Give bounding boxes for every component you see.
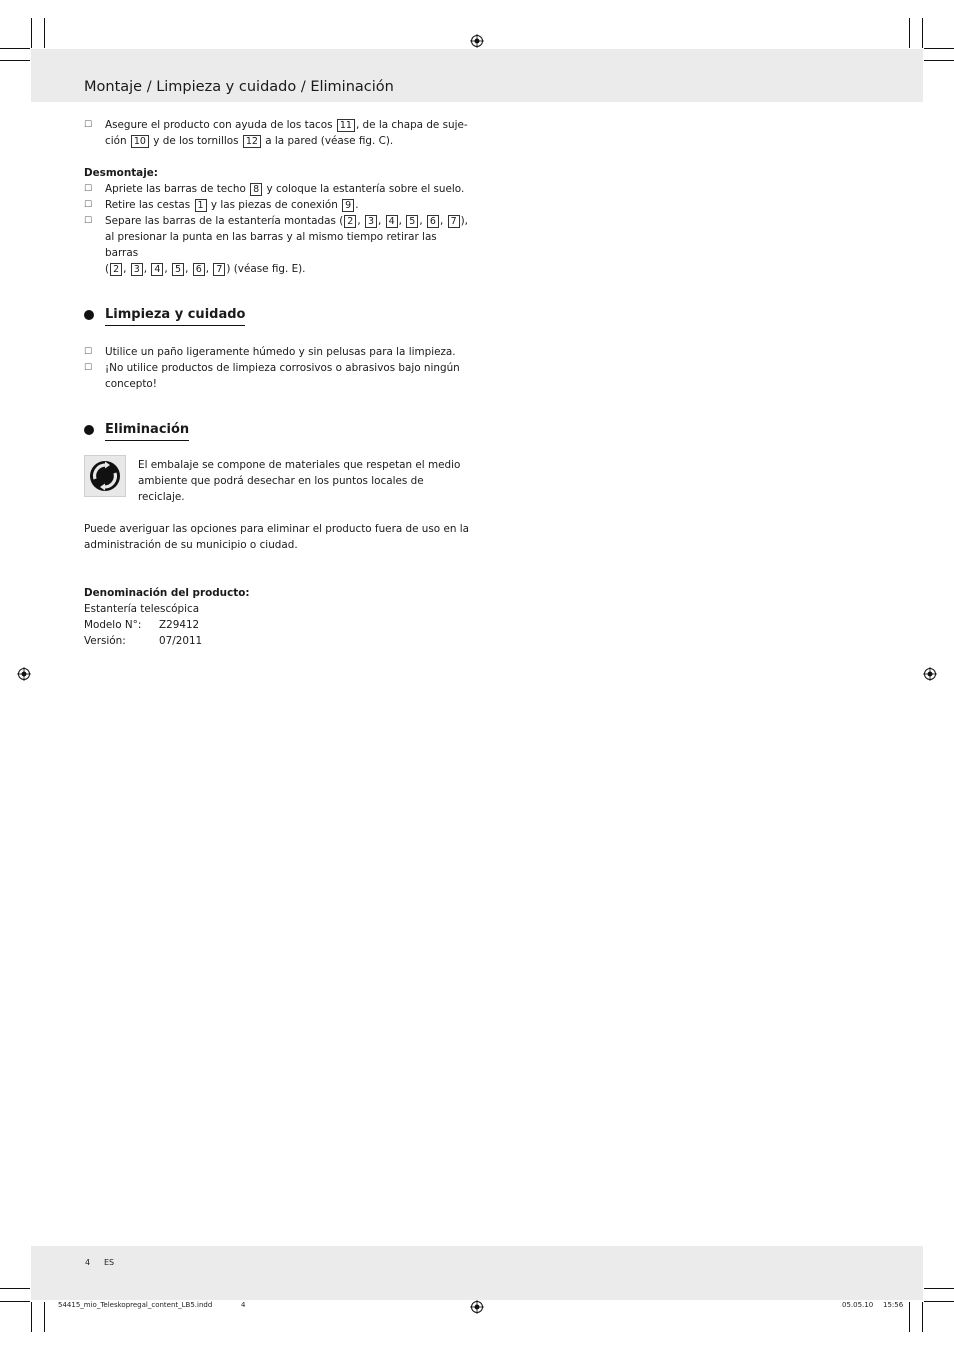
section-heading-disposal: [84, 422, 469, 441]
part-number-box: 10: [131, 135, 149, 148]
item-text: ción: [105, 135, 127, 147]
model-value: Z29412: [159, 619, 200, 631]
part-number-box: 3: [365, 215, 377, 228]
crop-mark: [924, 1301, 954, 1302]
registration-mark-icon: [17, 667, 31, 681]
crop-mark: [0, 1288, 30, 1289]
crop-mark: [922, 1302, 923, 1332]
crop-mark: [924, 1288, 954, 1289]
section-heading-text: Limpieza y cuidado: [105, 307, 245, 326]
crop-mark: [922, 18, 923, 48]
crop-mark: [44, 1302, 45, 1332]
main-content: [84, 117, 469, 649]
part-number-box: 4: [386, 215, 398, 228]
item-text: y de los tornillos: [153, 135, 239, 147]
list-item: [84, 344, 469, 360]
list-item: [84, 117, 469, 149]
item-text: Asegure el producto con ayuda de los tacos: [105, 119, 333, 131]
section-heading-text: Eliminación: [105, 422, 189, 441]
item-text: a la pared (véase fig. C).: [265, 135, 394, 147]
section-heading-cleaning: [84, 307, 469, 326]
crop-mark: [31, 18, 32, 48]
part-number-box: 2: [344, 215, 356, 228]
checkbox-bullet-icon: ☐: [84, 200, 93, 210]
part-number-box: 5: [406, 215, 418, 228]
packaging-text: El embalaje se compone de materiales que respetan el medio ambiente que podrá desechar en los puntos locales de reciclaje.: [138, 459, 461, 503]
crop-mark: [924, 60, 954, 61]
slug-filename: 54415_mio_Teleskopregal_content_LB5.indd: [58, 1301, 213, 1309]
item-text: Utilice un paño ligeramente húmedo y sin pelusas para la limpieza.: [105, 346, 456, 358]
crop-mark: [44, 18, 45, 48]
checkbox-bullet-icon: ☐: [84, 347, 93, 357]
list-item: [84, 360, 469, 392]
part-number-box: 12: [243, 135, 261, 148]
model-label: Modelo N°:: [84, 619, 142, 631]
checkbox-bullet-icon: ☐: [84, 184, 93, 194]
slug-date: 05.05.10: [842, 1301, 874, 1309]
item-text: y coloque la estantería sobre el suelo.: [266, 183, 465, 195]
part-number-box: 5: [172, 263, 184, 276]
part-number-box: 11: [337, 119, 355, 132]
footer-band: [31, 1246, 923, 1300]
part-number-box: 7: [448, 215, 460, 228]
disposal-text: Puede averiguar las opciones para eliminar el producto fuera de uso en la administración de su municipio o ciudad.: [84, 523, 469, 551]
slug-time: 15:56: [883, 1301, 904, 1309]
item-text: , de la chapa de suje-: [355, 119, 468, 131]
crop-mark: [909, 1302, 910, 1332]
item-text: ) (véase fig. E).: [226, 263, 306, 275]
slug-page: 4: [241, 1301, 246, 1309]
packaging-info: [84, 457, 469, 505]
part-number-box: 2: [110, 263, 122, 276]
checkbox-bullet-icon: ☐: [84, 363, 93, 373]
product-designation-label: Denominación del producto:: [84, 587, 250, 599]
crop-mark: [31, 1302, 32, 1332]
crop-mark: [0, 60, 30, 61]
part-number-box: 6: [193, 263, 205, 276]
crop-mark: [909, 18, 910, 48]
crop-mark: [0, 48, 30, 49]
part-number-box: 3: [131, 263, 143, 276]
subheading-desmontaje: Desmontaje:: [84, 167, 158, 179]
part-number-box: 6: [427, 215, 439, 228]
version-row: [84, 633, 469, 649]
item-text: Separe las barras de la estantería montadas (: [105, 215, 344, 227]
item-text: .: [355, 199, 359, 211]
green-dot-recycling-icon: [84, 455, 126, 497]
registration-mark-icon: [470, 34, 484, 48]
header-band: [31, 49, 923, 102]
part-number-box: 9: [342, 199, 354, 212]
part-number-box: 8: [250, 183, 262, 196]
registration-mark-icon: [923, 667, 937, 681]
item-text: Apriete las barras de techo: [105, 183, 246, 195]
list-item: [84, 181, 469, 197]
part-number-box: 4: [151, 263, 163, 276]
list-item: [84, 197, 469, 213]
crop-mark: [924, 48, 954, 49]
bullet-dot-icon: [84, 310, 94, 320]
list-item: ☐ Separe las barras de la estantería montadas ( 2 , 3 , 4 , 5 , 6 , 7 ), al presionar la punta en las barras y al mismo tiempo retirar las barras ( 2 , 3 , 4 , 5 , 6 , 7 ) (véase fig. E).: [84, 215, 468, 275]
version-value: 07/2011: [159, 635, 203, 647]
item-text: y las piezas de conexión: [210, 199, 338, 211]
item-text: al presionar la punta en las barras y al mismo tiempo retirar las barras: [105, 231, 437, 259]
item-text: ¡No utilice productos de limpieza corrosivos o abrasivos bajo ningún concepto!: [105, 362, 460, 390]
model-row: [84, 617, 469, 633]
product-name: Estantería telescópica: [84, 603, 200, 615]
checkbox-bullet-icon: ☐: [84, 216, 93, 226]
language-code: ES: [104, 1258, 115, 1267]
page-title: Montaje / Limpieza y cuidado / Eliminación: [84, 79, 394, 95]
checkbox-bullet-icon: ☐: [84, 120, 93, 130]
registration-mark-icon: [470, 1300, 484, 1314]
part-number-box: 1: [195, 199, 207, 212]
version-label: Versión:: [84, 635, 126, 647]
bullet-dot-icon: [84, 425, 94, 435]
item-text: Retire las cestas: [105, 199, 191, 211]
part-number-box: 7: [213, 263, 225, 276]
crop-mark: [0, 1301, 30, 1302]
page-number: 4: [85, 1258, 91, 1267]
